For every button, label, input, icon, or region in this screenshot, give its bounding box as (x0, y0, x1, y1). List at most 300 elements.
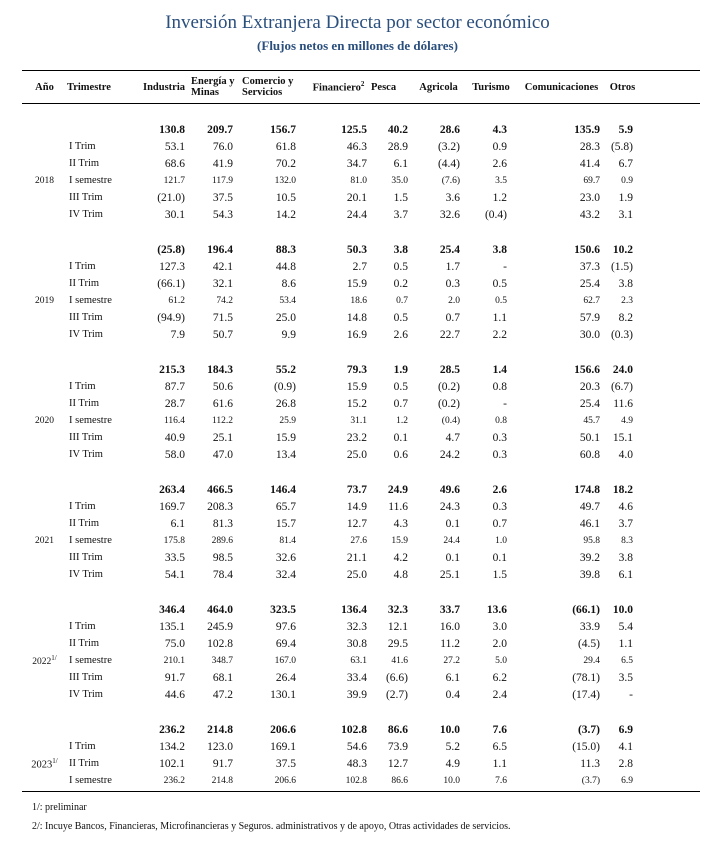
quarter-value: 0.3 (492, 500, 507, 513)
footnote-2: 2/: Incuye Bancos, Financieras, Microfinancieras y Seguros. administrativos y de apoyo, Otras actividades de servicios. (32, 821, 511, 832)
header-energia-line1: Energía y (191, 76, 235, 87)
semester-row (22, 772, 700, 789)
empty-cell (638, 395, 700, 412)
year-cell (22, 498, 67, 515)
quarter-value: 0.5 (393, 260, 408, 273)
quarter-value: 32.3 (346, 620, 367, 633)
quarter-value: 23.2 (346, 431, 367, 444)
quarter-value: 25.1 (212, 431, 233, 444)
year-total-value: 24.9 (387, 483, 408, 496)
quarter-value: (5.8) (610, 140, 633, 153)
quarter-value: 12.7 (387, 757, 408, 770)
quarter-value: 15.2 (346, 397, 367, 410)
year-total-value: 28.6 (439, 123, 460, 136)
quarter-value: 0.2 (393, 277, 408, 290)
quarter-value: 28.7 (164, 397, 185, 410)
quarter-value: 22.7 (439, 328, 460, 341)
spacer-cell (22, 223, 700, 241)
quarter-row (22, 378, 700, 395)
header-energia (191, 71, 242, 103)
quarter-value: (6.7) (610, 380, 633, 393)
quarter-value: 30.8 (346, 637, 367, 650)
quarter-row (22, 635, 700, 652)
quarter-value: (1.5) (610, 260, 633, 273)
quarter-value: 70.2 (275, 157, 296, 170)
year-cell (22, 138, 67, 155)
period-label: II Trim (69, 758, 100, 769)
empty-cell (22, 721, 67, 738)
quarter-value: 245.9 (207, 620, 233, 633)
period-label: I Trim (69, 741, 96, 752)
period-label: I Trim (69, 141, 96, 152)
quarter-value: 47.0 (212, 448, 233, 461)
semester-value: 95.8 (583, 535, 600, 546)
quarter-value: 2.8 (618, 757, 633, 770)
table-body (22, 103, 700, 789)
quarter-value: 73.9 (387, 740, 408, 753)
quarter-row (22, 618, 700, 635)
year-total-value: 88.3 (275, 243, 296, 256)
quarter-row (22, 686, 700, 703)
quarter-value: - (503, 397, 507, 410)
empty-cell (638, 189, 700, 206)
period-label: II Trim (69, 518, 100, 529)
semester-value: 8.3 (621, 535, 633, 546)
quarter-value: 34.7 (346, 157, 367, 170)
quarter-value: 6.1 (393, 157, 408, 170)
quarter-value: 37.3 (579, 260, 600, 273)
group-spacer (22, 703, 700, 721)
quarter-value: 54.3 (212, 208, 233, 221)
year-total-value: 32.3 (387, 603, 408, 616)
quarter-value: 20.3 (579, 380, 600, 393)
year-total-value: 125.5 (341, 123, 367, 136)
period-label: I semestre (69, 775, 112, 786)
quarter-row (22, 275, 700, 292)
header-anio: Año (35, 81, 54, 93)
quarter-value: 0.7 (492, 517, 507, 530)
quarter-value: 1.7 (445, 260, 460, 273)
semester-value: 18.6 (350, 295, 367, 306)
period-label: III Trim (69, 312, 103, 323)
bottom-rule (22, 791, 700, 792)
year-cell (22, 189, 67, 206)
quarter-value: 0.7 (445, 311, 460, 324)
quarter-row (22, 566, 700, 583)
year-cell (22, 772, 67, 789)
semester-row (22, 172, 700, 189)
semester-row (22, 532, 700, 549)
year-label: 2018 (35, 175, 54, 186)
quarter-value: 28.9 (387, 140, 408, 153)
quarter-value: (0.9) (273, 380, 296, 393)
quarter-row (22, 155, 700, 172)
empty-cell (638, 686, 700, 703)
quarter-value: 33.9 (579, 620, 600, 633)
quarter-value: 14.9 (346, 500, 367, 513)
quarter-value: 0.7 (393, 397, 408, 410)
header-agricola: Agricola (419, 81, 458, 93)
year-cell (22, 652, 67, 669)
quarter-value: 69.4 (275, 637, 296, 650)
empty-cell (638, 721, 700, 738)
quarter-value: 134.2 (159, 740, 185, 753)
quarter-value: 6.5 (492, 740, 507, 753)
empty-cell (67, 241, 137, 258)
year-total-row (22, 601, 700, 618)
quarter-row (22, 669, 700, 686)
quarter-value: 30.1 (164, 208, 185, 221)
quarter-value: 0.6 (393, 448, 408, 461)
year-total-value: 13.6 (486, 603, 507, 616)
semester-value: 6.9 (621, 775, 633, 786)
empty-cell (22, 361, 67, 378)
group-spacer (22, 463, 700, 481)
semester-value: 1.2 (396, 415, 408, 426)
year-total-value: 33.7 (439, 603, 460, 616)
quarter-value: 30.0 (579, 328, 600, 341)
quarter-value: 37.5 (275, 757, 296, 770)
quarter-value: 25.0 (346, 448, 367, 461)
empty-cell (638, 361, 700, 378)
semester-value: 27.6 (350, 535, 367, 546)
header-otros: Otros (609, 81, 636, 93)
quarter-value: (78.1) (572, 671, 600, 684)
quarter-value: 0.1 (445, 551, 460, 564)
quarter-value: 57.9 (579, 311, 600, 324)
semester-value: 210.1 (163, 655, 185, 666)
semester-value: 4.9 (621, 415, 633, 426)
year-total-value: 130.8 (159, 123, 185, 136)
semester-row (22, 292, 700, 309)
year-cell (22, 669, 67, 686)
year-cell (22, 515, 67, 532)
year-cell (22, 378, 67, 395)
quarter-value: 68.1 (212, 671, 233, 684)
table-title: Inversión Extranjera Directa por sector económico (165, 12, 550, 33)
year-cell (22, 755, 67, 772)
semester-value: 3.5 (495, 175, 507, 186)
quarter-value: 43.2 (579, 208, 600, 221)
header-spacer (638, 71, 700, 103)
empty-cell (67, 121, 137, 138)
quarter-value: 0.9 (492, 140, 507, 153)
year-total-value: 209.7 (207, 123, 233, 136)
quarter-value: 0.5 (492, 277, 507, 290)
semester-value: 0.8 (495, 415, 507, 426)
spacer-cell (22, 463, 700, 481)
quarter-value: 6.7 (618, 157, 633, 170)
quarter-value: 208.3 (207, 500, 233, 513)
semester-value: 236.2 (163, 775, 185, 786)
empty-cell (638, 138, 700, 155)
semester-value: 132.0 (274, 175, 296, 186)
year-cell (22, 618, 67, 635)
year-label: 2021 (35, 535, 54, 546)
semester-value: 175.8 (163, 535, 185, 546)
quarter-value: 50.6 (212, 380, 233, 393)
quarter-value: - (629, 688, 633, 701)
year-total-value: 1.9 (393, 363, 408, 376)
quarter-value: 32.1 (212, 277, 233, 290)
period-label: I semestre (69, 175, 112, 186)
semester-value: 1.0 (495, 535, 507, 546)
year-total-value: 86.6 (387, 723, 408, 736)
quarter-value: 26.8 (275, 397, 296, 410)
quarter-value: 3.7 (393, 208, 408, 221)
quarter-value: 8.6 (281, 277, 296, 290)
semester-value: 53.4 (279, 295, 296, 306)
quarter-row (22, 258, 700, 275)
empty-cell (22, 601, 67, 618)
quarter-value: 61.8 (275, 140, 296, 153)
empty-cell (638, 532, 700, 549)
header-comercio (242, 71, 306, 103)
quarter-value: 44.6 (164, 688, 185, 701)
quarter-value: 24.4 (346, 208, 367, 221)
quarter-value: 0.8 (492, 380, 507, 393)
empty-cell (638, 481, 700, 498)
empty-cell (638, 275, 700, 292)
quarter-value: 54.1 (164, 568, 185, 581)
year-total-value: (25.8) (157, 243, 185, 256)
year-cell (22, 326, 67, 343)
empty-cell (638, 155, 700, 172)
empty-cell (638, 309, 700, 326)
quarter-value: 15.1 (612, 431, 633, 444)
semester-row (22, 652, 700, 669)
year-cell (22, 532, 67, 549)
quarter-value: 26.4 (275, 671, 296, 684)
semester-value: 62.7 (583, 295, 600, 306)
quarter-value: 21.1 (346, 551, 367, 564)
quarter-value: 5.2 (445, 740, 460, 753)
header-comunicaciones: Comunicaciones (524, 81, 599, 93)
quarter-row (22, 755, 700, 772)
quarter-value: 87.7 (164, 380, 185, 393)
quarter-value: 78.4 (212, 568, 233, 581)
semester-value: 167.0 (274, 655, 296, 666)
quarter-value: (4.4) (437, 157, 460, 170)
year-total-value: 2.6 (492, 483, 507, 496)
quarter-value: 15.9 (346, 277, 367, 290)
quarter-value: 4.0 (618, 448, 633, 461)
year-note: 1/ (52, 756, 58, 765)
year-cell (22, 309, 67, 326)
year-total-value: 184.3 (207, 363, 233, 376)
quarter-row (22, 429, 700, 446)
year-total-value: 4.3 (492, 123, 507, 136)
ied-table (22, 71, 700, 789)
quarter-row (22, 138, 700, 155)
empty-cell (22, 241, 67, 258)
year-total-value: 10.0 (612, 603, 633, 616)
quarter-value: 1.9 (618, 191, 633, 204)
quarter-value: 16.0 (439, 620, 460, 633)
year-total-value: 40.2 (387, 123, 408, 136)
quarter-row (22, 498, 700, 515)
semester-value: 116.4 (163, 415, 185, 426)
year-total-value: 156.6 (574, 363, 600, 376)
semester-value: 25.9 (279, 415, 296, 426)
quarter-value: 68.6 (164, 157, 185, 170)
semester-value: 74.2 (216, 295, 233, 306)
year-total-value: 156.7 (270, 123, 296, 136)
quarter-value: 4.6 (618, 500, 633, 513)
quarter-value: (6.6) (385, 671, 408, 684)
empty-cell (638, 549, 700, 566)
year-total-row (22, 361, 700, 378)
semester-value: 2.3 (621, 295, 633, 306)
quarter-value: 23.0 (579, 191, 600, 204)
semester-value: 29.4 (583, 655, 600, 666)
quarter-value: 0.3 (492, 431, 507, 444)
header-trimestre: Trimestre (67, 81, 111, 93)
year-total-value: 466.5 (207, 483, 233, 496)
quarter-value: 50.1 (579, 431, 600, 444)
group-spacer (22, 223, 700, 241)
year-total-value: 3.8 (492, 243, 507, 256)
year-cell (22, 292, 67, 309)
semester-value: 2.0 (448, 295, 460, 306)
quarter-value: 44.8 (275, 260, 296, 273)
quarter-value: 169.1 (270, 740, 296, 753)
semester-value: 112.2 (211, 415, 233, 426)
year-total-value: 73.7 (346, 483, 367, 496)
semester-value: 41.6 (391, 655, 408, 666)
quarter-value: (0.4) (484, 208, 507, 221)
year-total-value: 55.2 (275, 363, 296, 376)
quarter-value: 50.7 (212, 328, 233, 341)
empty-cell (638, 618, 700, 635)
quarter-value: (15.0) (572, 740, 600, 753)
period-label: I semestre (69, 295, 112, 306)
period-label: II Trim (69, 278, 100, 289)
quarter-row (22, 309, 700, 326)
spacer-cell (22, 343, 700, 361)
quarter-value: 1.1 (618, 637, 633, 650)
quarter-value: 47.2 (212, 688, 233, 701)
period-label: I Trim (69, 621, 96, 632)
header-comercio-line1: Comercio y (242, 76, 294, 87)
quarter-value: 40.9 (164, 431, 185, 444)
quarter-value: 11.6 (613, 397, 633, 410)
quarter-value: 25.1 (439, 568, 460, 581)
empty-cell (638, 566, 700, 583)
year-cell (22, 446, 67, 463)
quarter-value: 28.3 (579, 140, 600, 153)
group-spacer (22, 583, 700, 601)
quarter-value: 3.5 (618, 671, 633, 684)
semester-value: 117.9 (211, 175, 233, 186)
year-cell (22, 635, 67, 652)
year-cell (22, 155, 67, 172)
semester-value: 214.8 (211, 775, 233, 786)
quarter-value: 32.6 (275, 551, 296, 564)
quarter-value: 15.7 (275, 517, 296, 530)
quarter-value: 3.8 (618, 277, 633, 290)
quarter-value: 4.1 (618, 740, 633, 753)
quarter-value: 33.4 (346, 671, 367, 684)
quarter-value: 3.8 (618, 551, 633, 564)
year-total-value: 136.4 (341, 603, 367, 616)
empty-cell (67, 361, 137, 378)
year-cell (22, 412, 67, 429)
spacer-cell (22, 103, 700, 121)
semester-value: 0.9 (621, 175, 633, 186)
quarter-value: 1.5 (393, 191, 408, 204)
period-label: I semestre (69, 535, 112, 546)
quarter-value: 98.5 (212, 551, 233, 564)
semester-value: 27.2 (443, 655, 460, 666)
header-industria: Industria (142, 81, 185, 93)
year-total-row (22, 721, 700, 738)
quarter-value: 97.6 (275, 620, 296, 633)
quarter-value: 11.6 (388, 500, 408, 513)
quarter-value: 8.2 (618, 311, 633, 324)
quarter-value: 32.6 (439, 208, 460, 221)
year-total-row (22, 241, 700, 258)
quarter-value: 76.0 (212, 140, 233, 153)
empty-cell (638, 326, 700, 343)
quarter-value: 65.7 (275, 500, 296, 513)
quarter-value: 60.8 (579, 448, 600, 461)
quarter-value: 9.9 (281, 328, 296, 341)
header-comercio-line2: Servicios (242, 87, 283, 98)
period-label: II Trim (69, 398, 100, 409)
quarter-value: 41.9 (212, 157, 233, 170)
quarter-value: 3.6 (445, 191, 460, 204)
quarter-value: 1.1 (492, 757, 507, 770)
empty-cell (638, 292, 700, 309)
period-label: IV Trim (69, 689, 103, 700)
period-label: II Trim (69, 158, 100, 169)
empty-cell (67, 721, 137, 738)
semester-value: 45.7 (583, 415, 600, 426)
period-label: II Trim (69, 638, 100, 649)
semester-value: 86.6 (391, 775, 408, 786)
header-energia-line2: Minas (191, 87, 220, 98)
header-financiero-note: 2 (360, 80, 365, 89)
year-total-value: 236.2 (159, 723, 185, 736)
quarter-value: 0.3 (492, 448, 507, 461)
quarter-value: 25.4 (579, 277, 600, 290)
quarter-value: 29.5 (387, 637, 408, 650)
quarter-value: 13.4 (275, 448, 296, 461)
quarter-value: 58.0 (164, 448, 185, 461)
year-total-value: 214.8 (207, 723, 233, 736)
empty-cell (638, 498, 700, 515)
year-cell (22, 738, 67, 755)
quarter-row (22, 206, 700, 223)
quarter-value: 0.3 (445, 277, 460, 290)
year-total-row (22, 481, 700, 498)
quarter-value: (17.4) (572, 688, 600, 701)
quarter-value: 1.5 (492, 568, 507, 581)
year-total-value: 135.9 (574, 123, 600, 136)
period-label: I semestre (69, 415, 112, 426)
period-label: III Trim (69, 672, 103, 683)
period-label: I Trim (69, 381, 96, 392)
empty-cell (638, 258, 700, 275)
quarter-value: 169.7 (159, 500, 185, 513)
quarter-value: (0.2) (437, 380, 460, 393)
quarter-value: 33.5 (164, 551, 185, 564)
year-total-value: 6.9 (618, 723, 633, 736)
quarter-value: 53.1 (164, 140, 185, 153)
semester-value: 35.0 (391, 175, 408, 186)
empty-cell (638, 429, 700, 446)
